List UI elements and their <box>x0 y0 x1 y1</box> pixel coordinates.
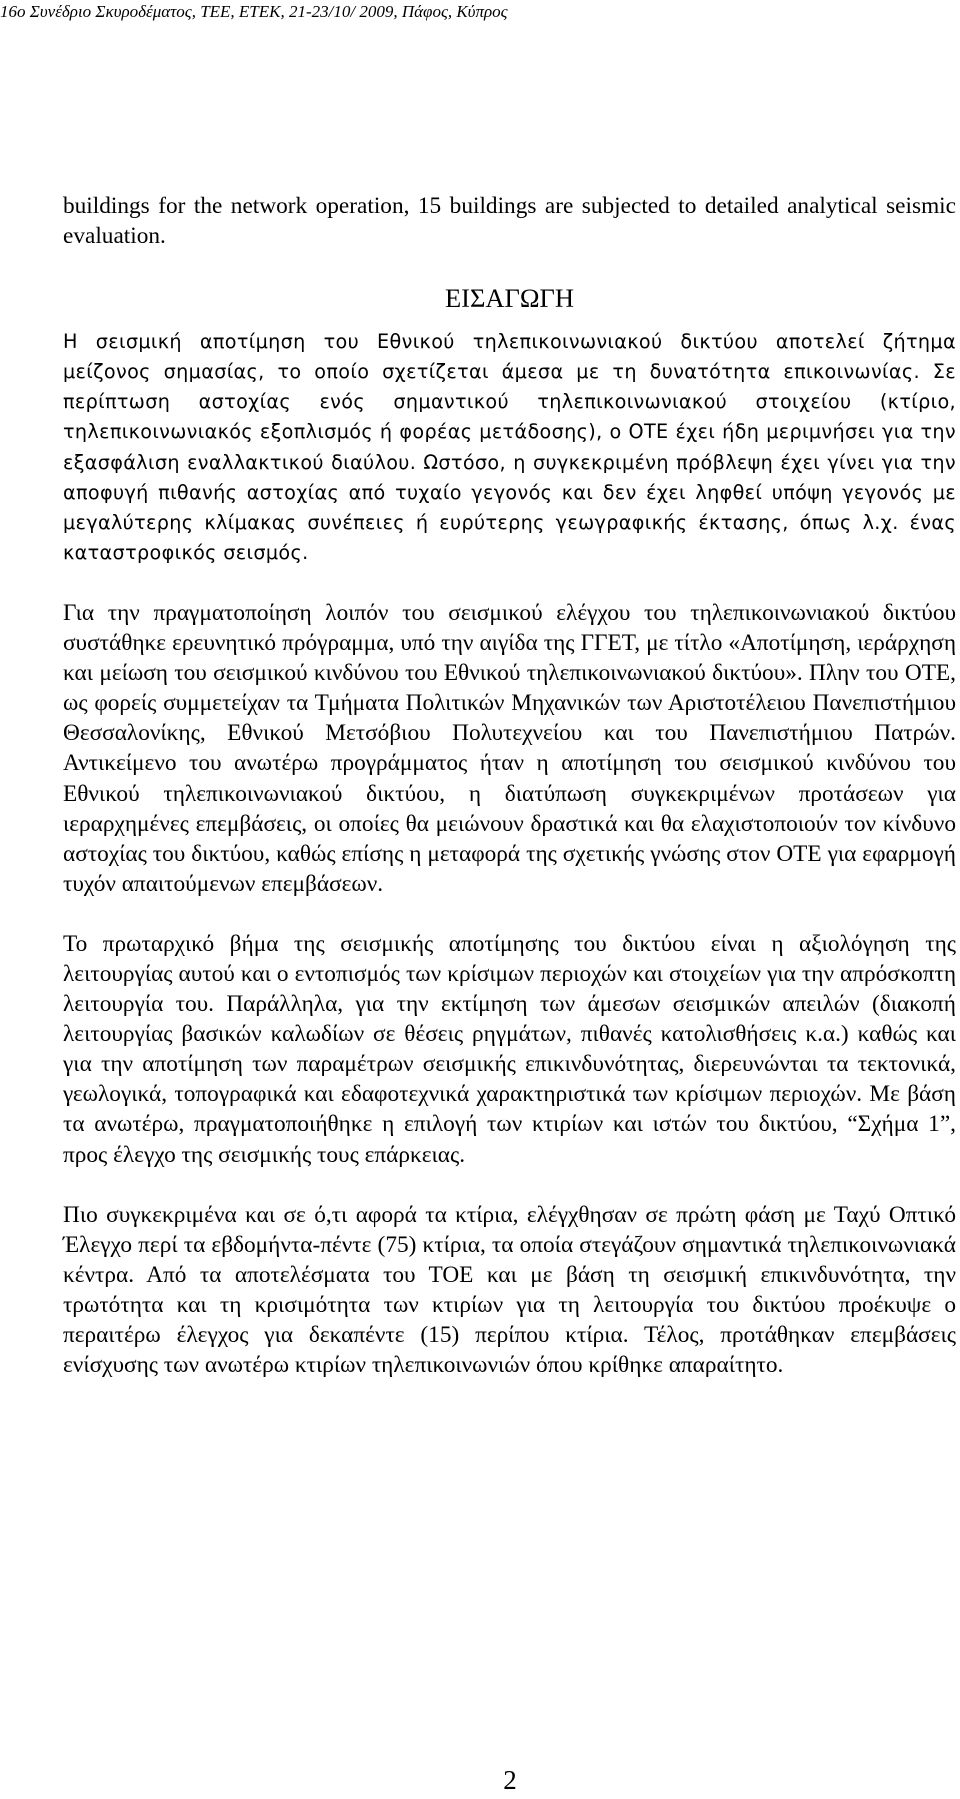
intro-paragraph-2: Για την πραγματοποίηση λοιπόν του σεισμικού ελέγχου του τηλεπικοινωνιακού δικτύου συστάθηκε ερευνητικό πρόγραμμα, υπό την αιγίδα της ΓΓΕΤ, με τίτλο «Αποτίμηση, ιεράρχηση και μείωση του σεισμικού κινδύνου του Εθνικού τηλεπικοινωνιακού δικτύου». Πλην του ΟΤΕ, ως φορείς συμμετείχαν τα Τμήματα Πολιτικών Μηχανικών των Αριστοτέλειου Πανεπιστήμιου Θεσσαλονίκης, Εθνικού Μετσόβιου Πολυτεχνείου και του Πανεπιστήμιου Πατρών. Αντικείμενο του ανωτέρω προγράμματος ήταν η αποτίμηση του σεισμικού κινδύνου του Εθνικού τηλεπικοινωνιακού δικτύου, η διατύπωση συγκεκριμένων προτάσεων για ιεραρχημένες επεμβάσεις, οι οποίες θα μειώνουν δραστικά και θα ελαχιστοποιούν τον κίνδυνο αστοχίας του δικτύου, καθώς επίσης η μεταφορά της σχετικής γνώσης στον ΟΤΕ για εφαρμογή τυχόν απαιτούμενων επεμβάσεων. <box>63 599 956 897</box>
intro-paragraph-1: Η σεισμική αποτίμηση του Εθνικού τηλεπικοινωνιακού δικτύου αποτελεί ζήτημα μείζονος σημασίας, το οποίο σχετίζεται άμεσα με τη δυνατότητα επικοινωνίας. Σε περίπτωση αστοχίας ενός σημαντικού τηλεπικοινωνιακού στοιχείου (κτίριο, τηλεπικοινωνιακός εξοπλισμός ή φορέας μετάδοσης), ο ΟΤΕ έχει ήδη μεριμνήσει για την εξασφάλιση εναλλακτικού διαύλου. Ωστόσο, η συγκεκριμένη πρόβλεψη έχει γίνει για την αποφυγή πιθανής αστοχίας από τυχαίο γεγονός και δεν έχει ληφθεί υπόψη γεγονός με μεγαλύτερης κλίμακας συνέπειες ή ευρύτερης γεωγραφικής έκτασης, όπως λ.χ. ένας καταστροφικός σεισμός. <box>63 330 956 564</box>
intro-paragraph-4: Πιο συγκεκριμένα και σε ό,τι αφορά τα κτίρια, ελέγχθησαν σε πρώτη φάση με Ταχύ Οπτικό Έλεγχο περί τα εβδομήντα-πέντε (75) κτίρια, τα οποία στεγάζουν σημαντικά τηλεπικοινωνιακά κέντρα. Από τα αποτελέσματα του ΤΟΕ και με βάση τη σεισμική επικινδυνότητα, την τρωτότητα και τη κρισιμότητα των κτιρίων για τη λειτουργία του δικτύου προέκυψε ο περαιτέρω έλεγχος για δεκαπέντε (15) περίπου κτίρια. Τέλος, προτάθηκαν επεμβάσεις ενίσχυσης των ανωτέρω κτιρίων τηλεπικοινωνιών όπου κρίθηκε απαραίτητο. <box>63 1201 956 1379</box>
abstract-tail-paragraph: buildings for the network operation, 15 buildings are subjected to detailed analytical seismic evaluation. <box>63 193 956 250</box>
running-header: 16ο Συνέδριο Σκυροδέματος, ΤΕΕ, ΕΤΕΚ, 21-23/10/ 2009, Πάφος, Κύπρος <box>0 2 508 21</box>
page-body <box>63 191 956 1380</box>
section-heading: ΕΙΣΑΓΩΓΗ <box>444 283 575 314</box>
page-number: 2 <box>503 1765 517 1795</box>
intro-paragraph-3: Το πρωταρχικό βήμα της σεισμικής αποτίμησης του δικτύου είναι η αξιολόγηση της λειτουργίας αυτού και ο εντοπισμός των κρίσιμων περιοχών και στοιχείων για την απρόσκοπτη λειτουργία του. Παράλληλα, για την εκτίμηση των άμεσων σεισμικών απειλών (διακοπή λειτουργίας βασικών καλωδίων σε θέσεις ρηγμάτων, πιθανές κατολισθήσεις κ.α.) καθώς και για την αποτίμηση των παραμέτρων σεισμικής επικινδυνότητας, διερευνώνται τα τεκτονικά, γεωλογικά, τοπογραφικά και εδαφοτεχνικά χαρακτηριστικά των κρίσιμων περιοχών. Με βάση τα ανωτέρω, πραγματοποιήθηκε η επιλογή των κτιρίων και ιστών του δικτύου, “Σχήμα 1”, προς έλεγχο της σεισμικής τους επάρκειας. <box>63 930 956 1168</box>
